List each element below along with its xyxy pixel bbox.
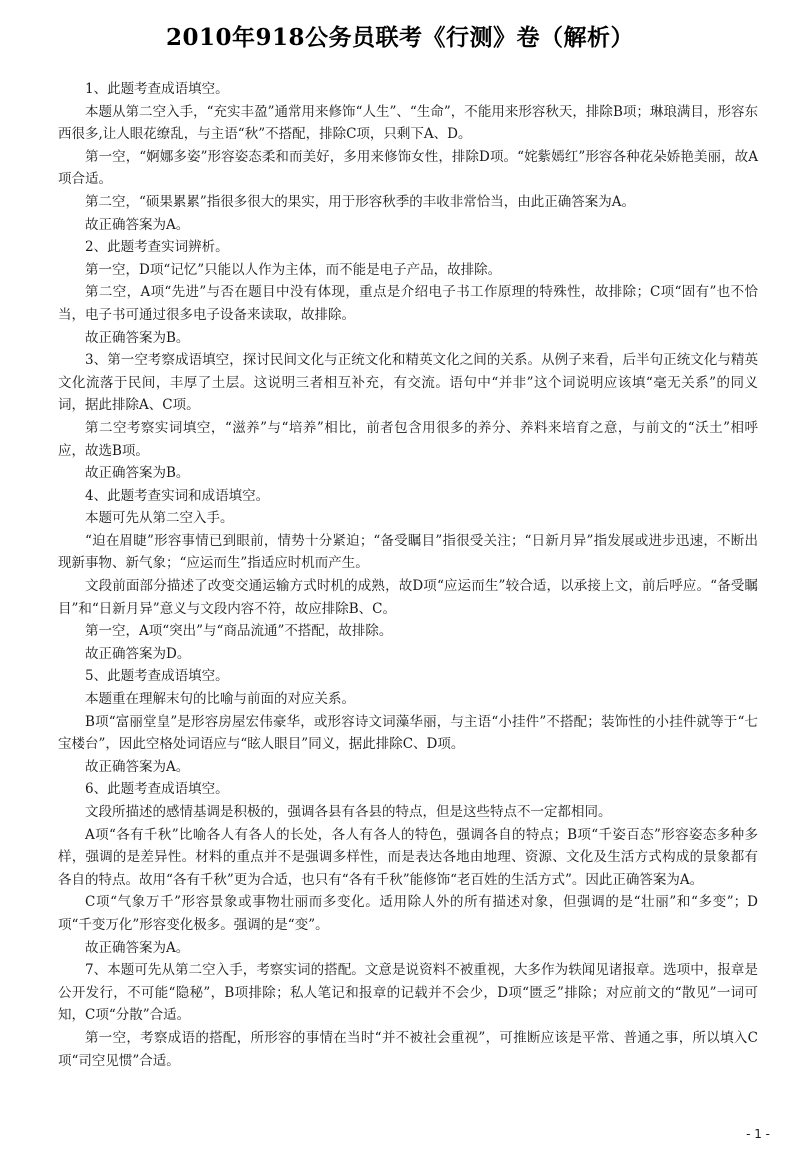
paragraph: 5、此题考查成语填空。	[85, 668, 229, 685]
paragraph: 6、此题考查成语填空。	[85, 781, 229, 798]
paragraph: 7、本题可先从第二空入手，考察实词的搭配。文意是说资料不被重视，大多作为轶闻见诸报章。选项中，报章是公开发行，不可能“隐秘”，B项排除；私人笔记和报章的记载并不会少，D项“匮乏”排除；对应前文的“散见”一词可知，C项“分散”合适。	[58, 962, 758, 1024]
paragraph: 1、此题考查成语填空。	[85, 81, 229, 97]
paragraph: 3、第一空考察成语填空，探讨民间文化与正统文化和精英文化之间的关系。从例子来看，后半句正统文化与精英文化流落于民间，丰厚了土层。这说明三者相互补充，有交流。语句中“并非”这个词说明应该填“毫无关系”的同义词，据此排除A、C项。	[58, 352, 758, 414]
paragraph: B项“富丽堂皇”是形容房屋宏伟豪华，或形容诗文词藻华丽，与主语“小挂件”不搭配；装饰性的小挂件就等于“七宝楼台”，因此空格处词语应与“眩人眼目”同义，据此排除C、D项。	[58, 713, 758, 753]
paragraph: 故正确答案为B。	[85, 329, 190, 346]
paragraph: 第一空，A项“突出”与“商品流通”不搭配，故排除。	[85, 623, 393, 640]
paragraph: 文段所描述的感情基调是积极的，强调各县有各县的特点，但是这些特点不一定都相同。	[85, 804, 612, 820]
paragraph: 故正确答案为B。	[85, 465, 190, 482]
paragraph: 故正确答案为A。	[85, 758, 190, 775]
paragraph: 第二空，“硕果累累”指很多很大的果实，用于形容秋季的丰收非常恰当，由此正确答案为A。	[85, 193, 636, 210]
paragraph: 第一空，D项“记忆”只能以人作为主体，而不能是电子产品，故排除。	[85, 261, 502, 278]
paragraph: 第一空，考察成语的搭配，所形容的事情在当时“并不被社会重视”，可推断应该是平常、普通之事，所以填入C项“司空见惯”合适。	[58, 1029, 758, 1069]
paragraph: 第二空考察实词填空，“滋养”与“培养”相比，前者包含用很多的养分、养料来培育之意，与前文的“沃土”相呼应，故选B项。	[58, 419, 758, 459]
paragraph: A项“各有千秋”比喻各人有各人的长处，各人有各人的特色，强调各自的特点；B项“千姿百态”形容姿态多种多样，强调的是差异性。材料的重点并不是强调多样性，而是表达各地由地理、资源、文化及生活方式构成的景象都有各自的特点。故用“各有千秋”更为合适，也只有“各有千秋”能修饰“老百姓的生活方式”。因此正确答案为A。	[58, 826, 758, 888]
paragraph: 本题可先从第二空入手。	[85, 510, 234, 527]
paragraph: C项“气象万千”形容景象或事物壮丽而多变化。适用除人外的所有描述对象，但强调的是“壮丽”和“多变”；D项“千变万化”形容变化极多。强调的是“变”。	[58, 894, 758, 933]
paragraph: 2、此题考查实词辨析。	[85, 239, 229, 256]
paragraph: 故正确答案为D。	[85, 645, 191, 662]
paragraph: 4、此题考查实词和成语填空。	[85, 487, 270, 504]
paragraph: 本题重在理解末句的比喻与前面的对应关系。	[85, 691, 355, 708]
paragraph: 文段前面部分描述了改变交通运输方式时机的成熟，故D项“应运而生”较合适，以承接上文，前后呼应。“备受瞩目”和“日新月异”意义与文段内容不符，故应排除B、C。	[58, 578, 758, 617]
page-title: 2010年918公务员联考《行测》卷（解析）	[165, 24, 635, 51]
paragraph: 第一空，“婀娜多姿”形容姿态柔和而美好，多用来修饰女性，排除D项。“姹紫嫣红”形容各种花朵娇艳美丽，故A项合适。	[58, 148, 758, 188]
paragraph: 本题从第二空入手，“充实丰盈”通常用来修饰“人生”、“生命”，不能用来形容秋天，排除B项；琳琅满目，形容东西很多,让人眼花缭乱，与主语“秋”不搭配，排除C项，只剩下A、D。	[58, 103, 758, 143]
paragraph: “迫在眉睫”形容事情已到眼前，情势十分紧迫；“备受瞩目”指很受关注；“日新月异”指发展或进步迅速，不断出现新事物、新气象；“应运而生”指适应时机而产生。	[58, 532, 758, 572]
document-body	[58, 78, 758, 1072]
page-number: - 1 -	[746, 1127, 770, 1141]
paragraph: 第二空，A项“先进”与否在题目中没有体现，重点是介绍电子书工作原理的特殊性，故排除；C项“固有”也不恰当，电子书可通过很多电子设备来读取，故排除。	[58, 284, 758, 323]
paragraph: 故正确答案为A。	[85, 216, 190, 233]
paragraph: 故正确答案为A。	[85, 939, 190, 956]
